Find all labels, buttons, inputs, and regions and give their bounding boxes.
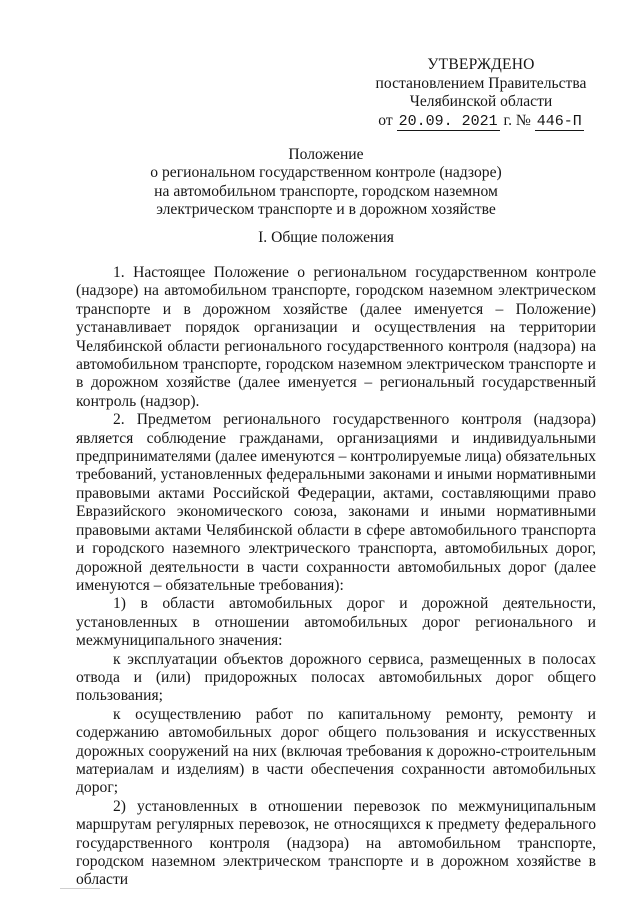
approval-date-prefix: от [378,111,393,129]
paragraph-2: 2. Предметом регионального государственного контроля (надзора) является соблюдение гражданами, организациями и индивидуальными предпринимателями (далее именуются – контролируемые лица) обязательных требований, установленных федеральными законами и иными нормативными правовыми актами Российской Федерации, актами, составляющими право Евразийского экономического союза, законами и иными нормативными правовыми актами Челябинской области в сфере автомобильного транспорта и городского наземного электрического транспорта, автомобильных дорог, дорожной деятельности в части сохранности автомобильных дорог (далее именуются – обязательные требования): [76,411,596,594]
approval-line-1: постановлением Правительства [375,74,587,92]
approval-stamp [372,56,590,130]
document-body [76,264,596,890]
approval-title: УТВЕРЖДЕНО [427,56,535,73]
paragraph-2-item-1-b: к осуществлению работ по капитальному ремонту, ремонту и содержанию автомобильных дорог общего пользования и искусственных дорожных сооружений на них (включая требования к дорожно-строительным материалам и изделиям) в части обеспечения сохранности автомобильных дорог; [76,705,596,797]
approval-year-suffix: г. № [503,111,531,129]
document-subtitle-line-3: электрическом транспорте и в дорожном хозяйстве [156,201,496,219]
page-bottom-mark [60,888,100,889]
paragraph-2-item-1: 1) в области автомобильных дорог и дорожной деятельности, установленных в отношении автомобильных дорог регионального и межмуниципального значения: [76,595,596,650]
paragraph-2-item-2: 2) установленных в отношении перевозок по межмуниципальным маршрутам регулярных перевозок, не относящихся к предмету федерального государственного контроля (надзора) на автомобильном транспорте, городском наземном электрическом транспорте и в дорожном хозяйстве в области [76,797,596,889]
approval-number: 446-П [536,112,582,130]
approval-date-line [372,112,590,131]
document-subtitle-line-2: на автомобильном транспорте, городском наземном [154,182,498,200]
section-title: I. Общие положения [258,229,394,246]
document-heading [60,146,592,220]
paragraph-1: 1. Настоящее Положение о региональном государственном контроле (надзоре) на автомобильном транспорте, городском наземном электрическом транспорте и в дорожном хозяйстве (далее именуется – Положение) устанавливает порядок организации и осуществления на территории Челябинской области регионального государственного контроля (надзора) на автомобильном транспорте, городском наземном электрическом транспорте и в дорожном хозяйстве (далее именуется – региональный государственный контроль (надзор). [76,264,596,410]
document-subtitle-line-1: о региональном государственном контроле (надзоре) [150,164,502,182]
approval-line-2: Челябинской области [409,93,553,110]
approval-date: 20.09. 2021 [398,112,498,130]
document-title: Положение [288,146,364,163]
paragraph-2-item-1-a: к эксплуатации объектов дорожного сервиса, размещенных в полосах отвода и (или) придорожных полосах автомобильных дорог общего пользования; [76,650,596,705]
